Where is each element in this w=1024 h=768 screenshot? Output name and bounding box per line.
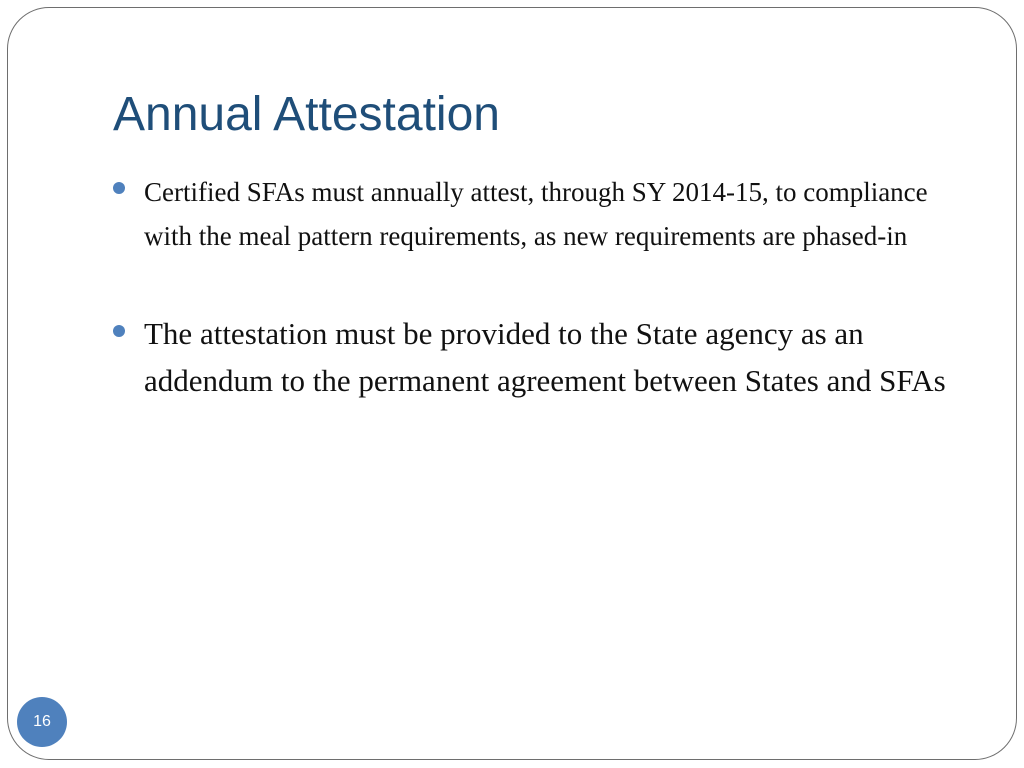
bullet-text: Certified SFAs must annually attest, through SY 2014-15, to compliance with the meal pattern requirements, as new requirements are phased-in — [144, 177, 928, 251]
page-number-badge: 16 — [17, 697, 67, 747]
bullet-text: The attestation must be provided to the State agency as an addendum to the permanent agreement between States and SFAs — [144, 316, 946, 398]
slide-title: Annual Attestation — [113, 88, 500, 141]
bullet-item — [113, 170, 963, 258]
bullet-item — [113, 310, 963, 404]
bullet-dot-icon — [113, 325, 125, 337]
bullet-list — [113, 170, 963, 404]
bullet-dot-icon — [113, 182, 125, 194]
